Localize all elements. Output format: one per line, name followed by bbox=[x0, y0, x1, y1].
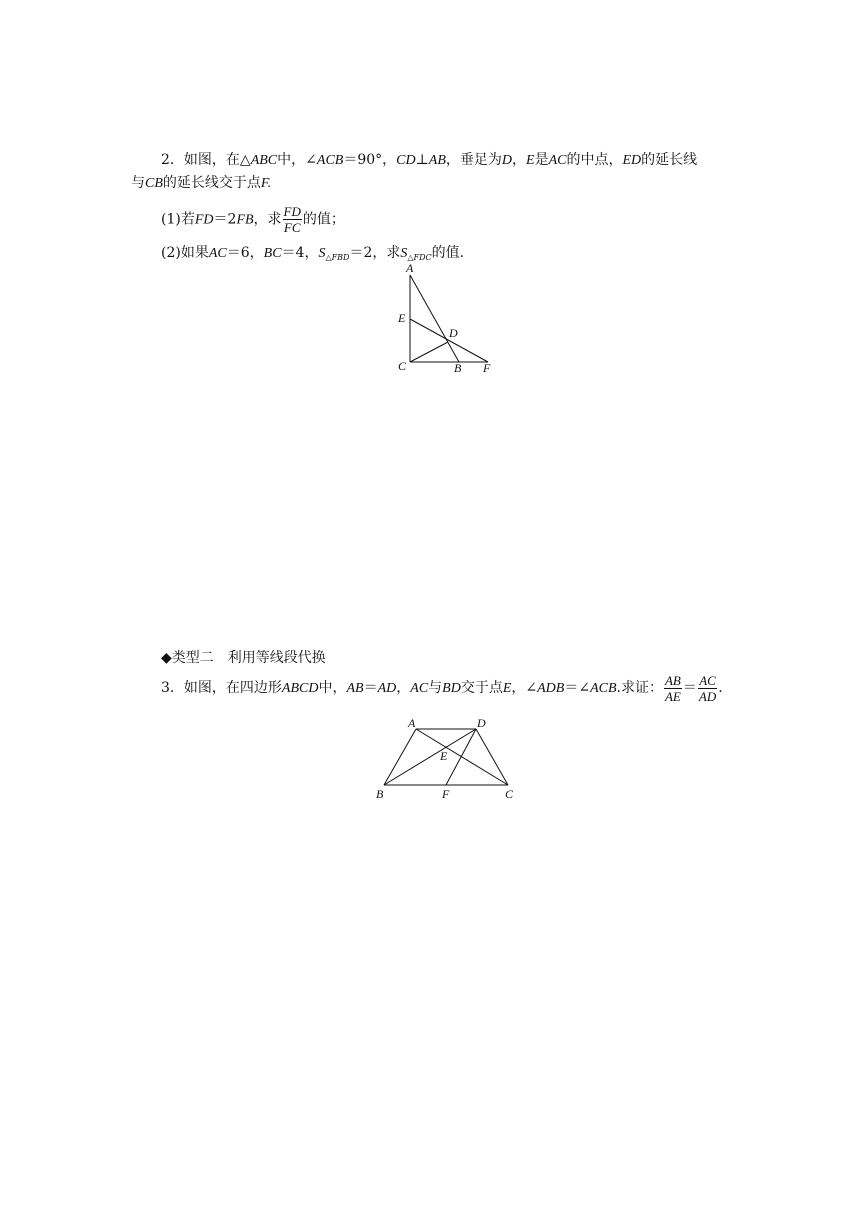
problem2-part2: (2)如果AC＝6，BC＝4，$S_{\triangle FBD}=2$，求$S_{\triangle FDC}$的值. bbox=[161, 245, 465, 262]
label-f: F bbox=[442, 787, 450, 801]
label-e: E bbox=[440, 749, 448, 763]
quadrilateral-figure-2 bbox=[370, 712, 520, 802]
segment-dc bbox=[476, 729, 508, 785]
section-heading-type2: ◆类型二 利用等线段代换 bbox=[161, 650, 326, 666]
label-f: F bbox=[483, 361, 491, 375]
fraction-ab-ae: $\frac{AB}{AE}$ bbox=[664, 672, 681, 704]
label-a: A bbox=[406, 261, 414, 275]
segment-ab bbox=[384, 729, 416, 785]
label-d: D bbox=[477, 716, 486, 730]
label-b: B bbox=[376, 787, 384, 801]
fraction-fd-fc: $\frac{FD}{FC}$ bbox=[283, 204, 301, 235]
triangle-figure-1 bbox=[392, 260, 502, 375]
problem2-line1: 2．如图，在△ABC中，∠ACB＝90°，CD⊥AB，垂足为D，E是AC的中点，ED的延长线 bbox=[161, 152, 698, 168]
label-c: C bbox=[505, 787, 514, 801]
segment-df bbox=[446, 729, 476, 785]
label-e: E bbox=[398, 311, 406, 325]
segment-cd bbox=[410, 342, 448, 362]
label-d: D bbox=[449, 326, 458, 340]
label-a: A bbox=[408, 716, 416, 730]
problem2-part1: (1)若FD＝2FB，求 $\frac{FD}{FC}$ 的值； bbox=[161, 204, 345, 235]
label-b: B bbox=[454, 361, 462, 375]
problem2-line2: 与CB的延长线交于点F. bbox=[131, 175, 272, 191]
fraction-ac-ad: $\frac{AC}{AD}$ bbox=[698, 672, 717, 704]
label-c: C bbox=[398, 359, 407, 373]
problem3-line: 3．如图，在四边形ABCD中，AB＝AD，AC与BD交于点E，∠ADB＝∠ACB.求证： $\frac{AB}{AE}$ ＝ $\frac{AC}{AD}$ . bbox=[161, 672, 723, 704]
